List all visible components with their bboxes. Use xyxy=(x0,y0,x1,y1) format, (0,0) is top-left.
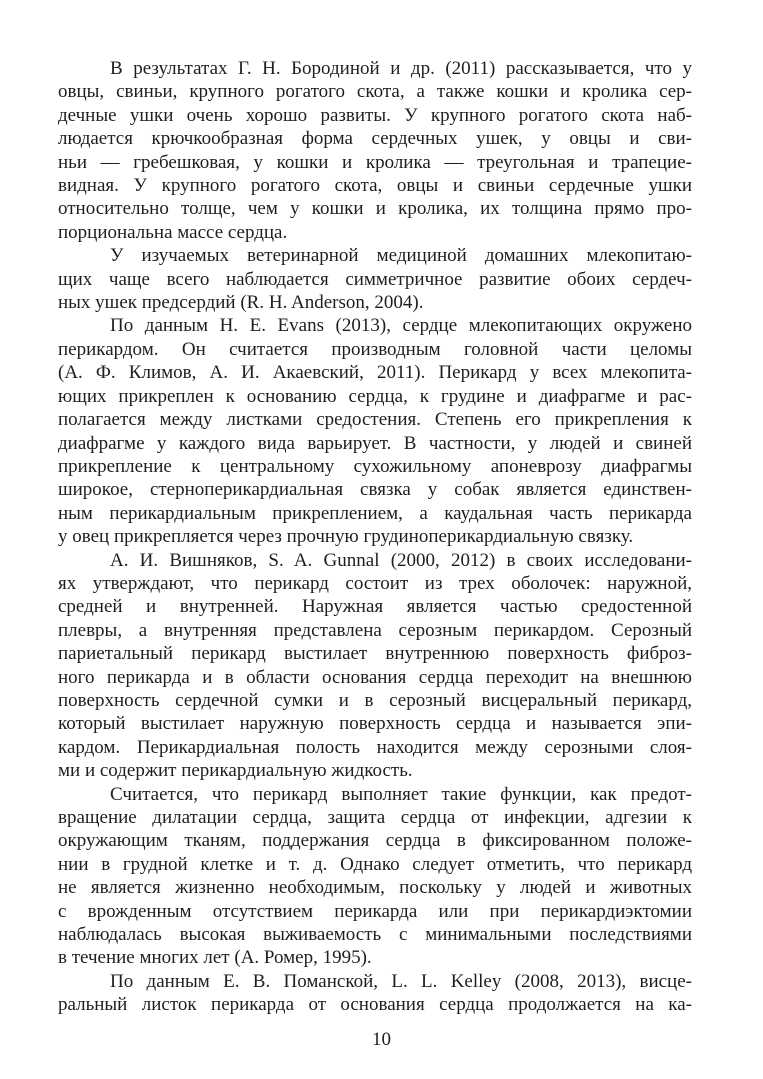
text-line: людается крючкообразная форма сердечных ушек, у овцы и сви- xyxy=(58,128,692,150)
text-line: По данным Е. В. Поманской, L. L. Kelley (2008, 2013), висце- xyxy=(110,970,692,992)
text-line: полагается между листками средостения. Степень его прикрепления к xyxy=(58,409,692,431)
text-line: нии в грудной клетке и т. д. Однако следует отметить, что перикард xyxy=(58,853,692,875)
text-line: диафрагме у каждого вида варьирует. В частности, у людей и свиней xyxy=(58,432,692,454)
text-line: А. И. Вишняков, S. A. Gunnal (2000, 2012) в своих исследовани- xyxy=(110,549,692,571)
text-line: (А. Ф. Климов, А. И. Акаевский, 2011). Перикард у всех млекопита- xyxy=(58,362,692,384)
paragraph xyxy=(58,970,692,1017)
text-line: окружающим тканям, поддержания сердца в фиксированном положе- xyxy=(58,830,692,852)
text-line: ных ушек предсердий (R. H. Anderson, 2004). xyxy=(58,292,424,314)
text-line: наблюдалась высокая выживаемость с минимальными последствиями xyxy=(58,924,692,946)
text-line: который выстилает наружную поверхность сердца и называется эпи- xyxy=(58,713,692,735)
text-line: ях утверждают, что перикард состоит из трех оболочек: наружной, xyxy=(58,572,692,594)
text-line: прикрепление к центральному сухожильному апоневрозу диафрагмы xyxy=(58,455,692,477)
text-line: видная. У крупного рогатого скота, овцы и свиньи сердечные ушки xyxy=(58,175,692,197)
page-number: 10 xyxy=(372,1029,391,1050)
text-line: В результатах Г. Н. Бородиной и др. (2011) рассказывается, что у xyxy=(110,58,692,79)
text-line: ральный листок перикарда от основания сердца продолжается на ка- xyxy=(58,994,692,1016)
text-line: с врожденным отсутствием перикарда или при перикардиэктомии xyxy=(58,900,692,922)
text-line: ми и содержит перикардиальную жидкость. xyxy=(58,760,413,782)
paragraph xyxy=(58,314,692,548)
paragraph xyxy=(58,57,692,244)
text-line: ющих прикреплен к основанию сердца, к грудине и диафрагме и рас- xyxy=(58,385,692,407)
text-line: у овец прикрепляется через прочную грудиноперикардиальную связку. xyxy=(58,526,634,548)
text-line: кардом. Перикардиальная полость находится между серозными слоя- xyxy=(58,736,692,758)
text-line: По данным H. E. Evans (2013), сердце млекопитающих окружено xyxy=(110,315,692,337)
text-line: овцы, свиньи, крупного рогатого скота, а также кошки и кролика сер- xyxy=(58,81,692,103)
text-line: широкое, стерноперикардиальная связка у собак является единствен- xyxy=(58,479,692,501)
text-line: средней и внутренней. Наружная является частью средостенной xyxy=(58,596,692,618)
text-line: У изучаемых ветеринарной медициной домашних млекопитаю- xyxy=(110,245,692,267)
text-block xyxy=(58,57,692,1017)
text-line: щих чаще всего наблюдается симметричное развитие обоих сердеч- xyxy=(58,268,692,290)
text-line: Считается, что перикард выполняет такие функции, как предот- xyxy=(110,783,692,805)
text-line: париетальный перикард выстилает внутреннюю поверхность фиброз- xyxy=(58,643,692,665)
text-line: дечные ушки очень хорошо развиты. У крупного рогатого скота наб- xyxy=(58,104,692,126)
text-line: относительно толще, чем у кошки и кролика, их толщина прямо про- xyxy=(58,198,692,220)
text-line: порциональна массе сердца. xyxy=(58,221,288,243)
text-line: ного перикарда и в области основания сердца переходит на внешнюю xyxy=(58,666,692,688)
text-line: в течение многих лет (А. Ромер, 1995). xyxy=(58,947,372,969)
paragraph xyxy=(58,244,692,314)
text-line: ньи — гребешковая, у кошки и кролика — треугольная и трапецие- xyxy=(58,151,692,173)
text-line: ным перикардиальным прикреплением, а каудальная часть перикарда xyxy=(58,502,692,524)
paragraph xyxy=(58,549,692,783)
text-line: вращение дилатации сердца, защита сердца от инфекции, адгезии к xyxy=(58,807,692,828)
paragraph xyxy=(58,783,692,970)
text-line: перикардом. Он считается производным головной части целомы xyxy=(58,338,692,360)
text-line: не является жизненно необходимым, поскольку у людей и животных xyxy=(58,877,692,899)
text-line: поверхность сердечной сумки и в серозный висцеральный перикард, xyxy=(58,689,692,711)
text-line: плевры, а внутренняя представлена серозным перикардом. Серозный xyxy=(58,619,692,641)
